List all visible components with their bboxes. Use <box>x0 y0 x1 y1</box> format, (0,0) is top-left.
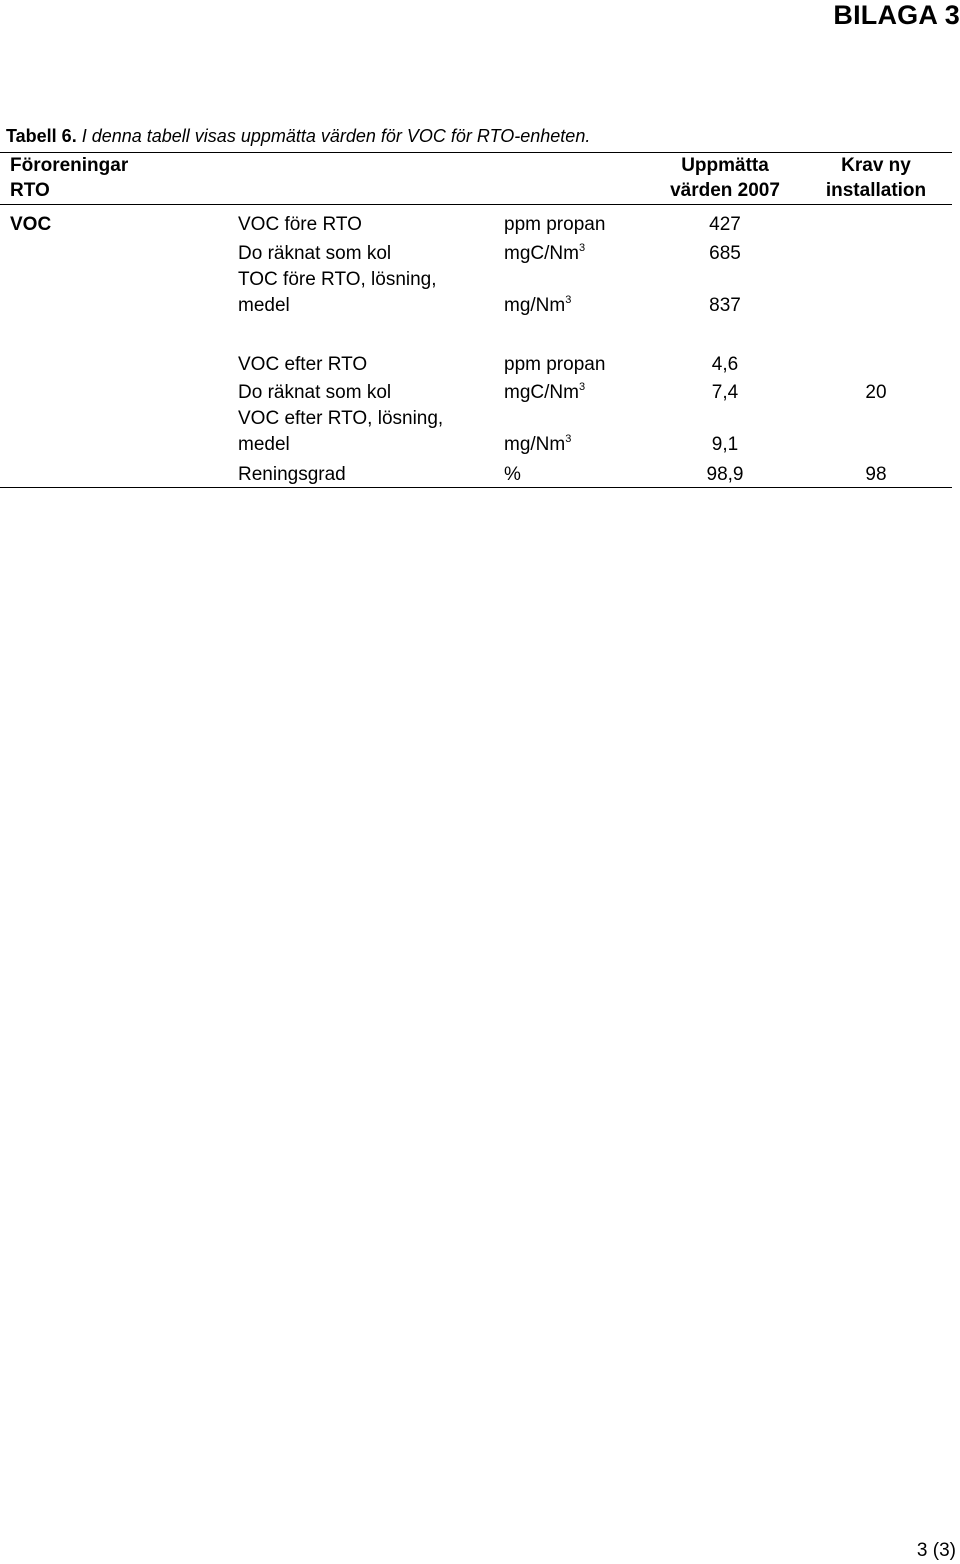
caption-label: Tabell 6. <box>6 126 77 146</box>
row-unit <box>504 382 585 404</box>
row-name: Do räknat som kol <box>238 243 392 264</box>
header-requirement-line2: installation <box>825 180 927 201</box>
row-unit <box>504 243 585 265</box>
unit-superscript: 3 <box>578 241 586 254</box>
row-name <box>238 269 437 317</box>
row-value: 427 <box>709 214 741 235</box>
header-rule <box>0 204 952 205</box>
row-requirement: 98 <box>865 464 887 485</box>
row-name: VOC efter RTO <box>238 354 368 375</box>
page-number: 3 (3) <box>916 1540 956 1561</box>
header-requirement-line1: Krav ny <box>841 155 911 176</box>
row-name-line2: medel <box>238 434 290 455</box>
row-value: 98,9 <box>706 464 744 485</box>
header-pollutants <box>10 155 128 202</box>
header-pollutants-line2: RTO <box>10 180 50 201</box>
unit-text: mgC/Nm <box>504 382 579 403</box>
row-value: 7,4 <box>711 382 739 403</box>
row-name: VOC före RTO <box>238 214 362 235</box>
header-requirement <box>800 155 952 202</box>
row-unit: ppm propan <box>504 214 606 235</box>
row-unit: % <box>504 464 521 485</box>
table-top-rule <box>0 152 952 153</box>
unit-text: mg/Nm <box>504 295 566 316</box>
row-value: 685 <box>709 243 741 264</box>
row-requirement: 20 <box>865 382 887 403</box>
header-measured-line1: Uppmätta <box>681 155 769 176</box>
row-value: 9,1 <box>711 434 739 455</box>
row-name-line2: medel <box>238 295 290 316</box>
row-value: 4,6 <box>711 354 739 375</box>
caption-text: I denna tabell visas uppmätta värden för VOC för RTO-enheten. <box>81 126 591 146</box>
unit-text: mgC/Nm <box>504 243 579 264</box>
unit-superscript: 3 <box>565 293 572 306</box>
unit-text: mg/Nm <box>504 434 566 455</box>
unit-superscript: 3 <box>578 380 586 393</box>
appendix-label: BILAGA 3 <box>833 0 960 30</box>
row-name <box>238 408 443 456</box>
row-unit: ppm propan <box>504 354 606 375</box>
row-value: 837 <box>709 295 741 316</box>
row-name-line1: TOC före RTO, lösning, <box>238 269 437 290</box>
table-bottom-rule <box>0 487 952 488</box>
header-measured-line2: värden 2007 <box>670 180 780 201</box>
header-measured <box>650 155 800 202</box>
table-caption <box>6 126 590 147</box>
row-unit <box>504 295 571 317</box>
row-name: Reningsgrad <box>238 464 346 485</box>
header-pollutants-line1: Föroreningar <box>10 155 129 176</box>
group-voc: VOC <box>10 214 52 235</box>
row-unit <box>504 434 571 456</box>
unit-superscript: 3 <box>565 432 572 445</box>
row-name-line1: VOC efter RTO, lösning, <box>238 408 444 429</box>
row-name: Do räknat som kol <box>238 382 392 403</box>
